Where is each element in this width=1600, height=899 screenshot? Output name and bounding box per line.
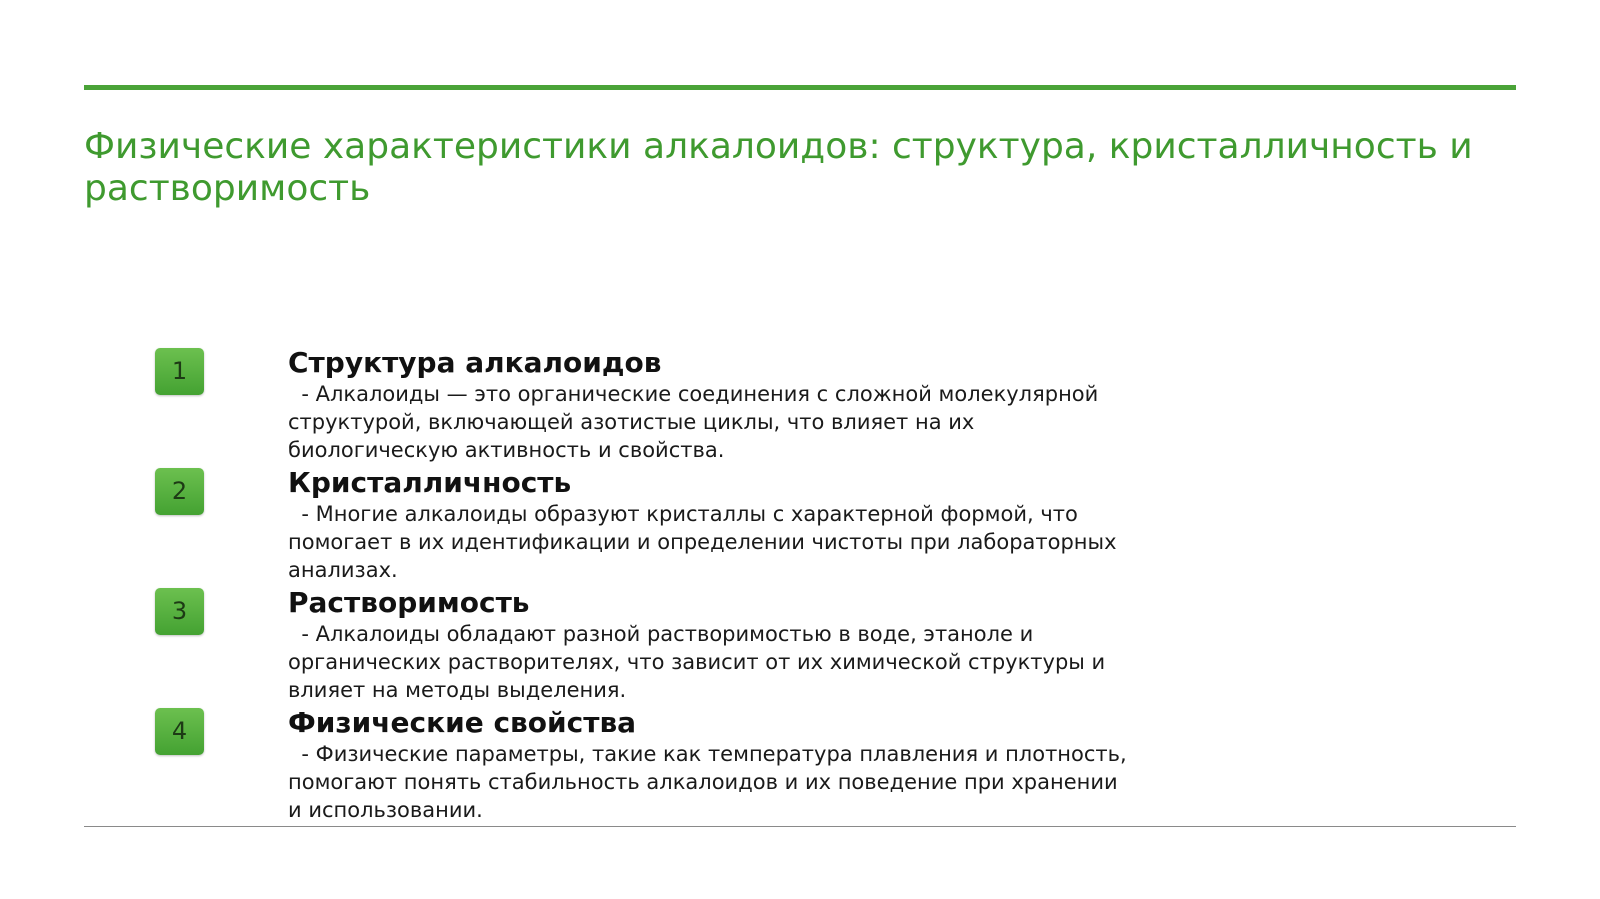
bottom-divider bbox=[84, 826, 1516, 827]
item-description: - Алкалоиды обладают разной растворимостью в воде, этаноле и органических растворителях, что зависит от их химической структуры и влияет на методы выделения. bbox=[288, 622, 1112, 702]
item-heading: Физические свойства bbox=[288, 706, 637, 739]
item-description: - Алкалоиды — это органические соединения с сложной молекулярной структурой, включающей азотистые циклы, что влияет на их биологическую активность и свойства. bbox=[288, 382, 1105, 462]
item-description: - Многие алкалоиды образуют кристаллы с характерной формой, что помогает в их идентификации и определении чистоты при лабораторных анализах. bbox=[288, 502, 1124, 582]
number-badge: 1 bbox=[155, 348, 204, 395]
item-heading: Растворимость bbox=[288, 586, 530, 619]
number-badge: 3 bbox=[155, 588, 204, 635]
item-heading: Кристалличность bbox=[288, 466, 572, 499]
slide-title: Физические характеристики алкалоидов: структура, кристалличность и растворимость bbox=[84, 126, 1473, 209]
item-description: - Физические параметры, такие как температура плавления и плотность, помогают понять стабильность алкалоидов и их поведение при хранении и использовании. bbox=[288, 742, 1134, 822]
number-badge: 2 bbox=[155, 468, 204, 515]
item-heading: Структура алкалоидов bbox=[288, 346, 662, 379]
number-badge: 4 bbox=[155, 708, 204, 755]
